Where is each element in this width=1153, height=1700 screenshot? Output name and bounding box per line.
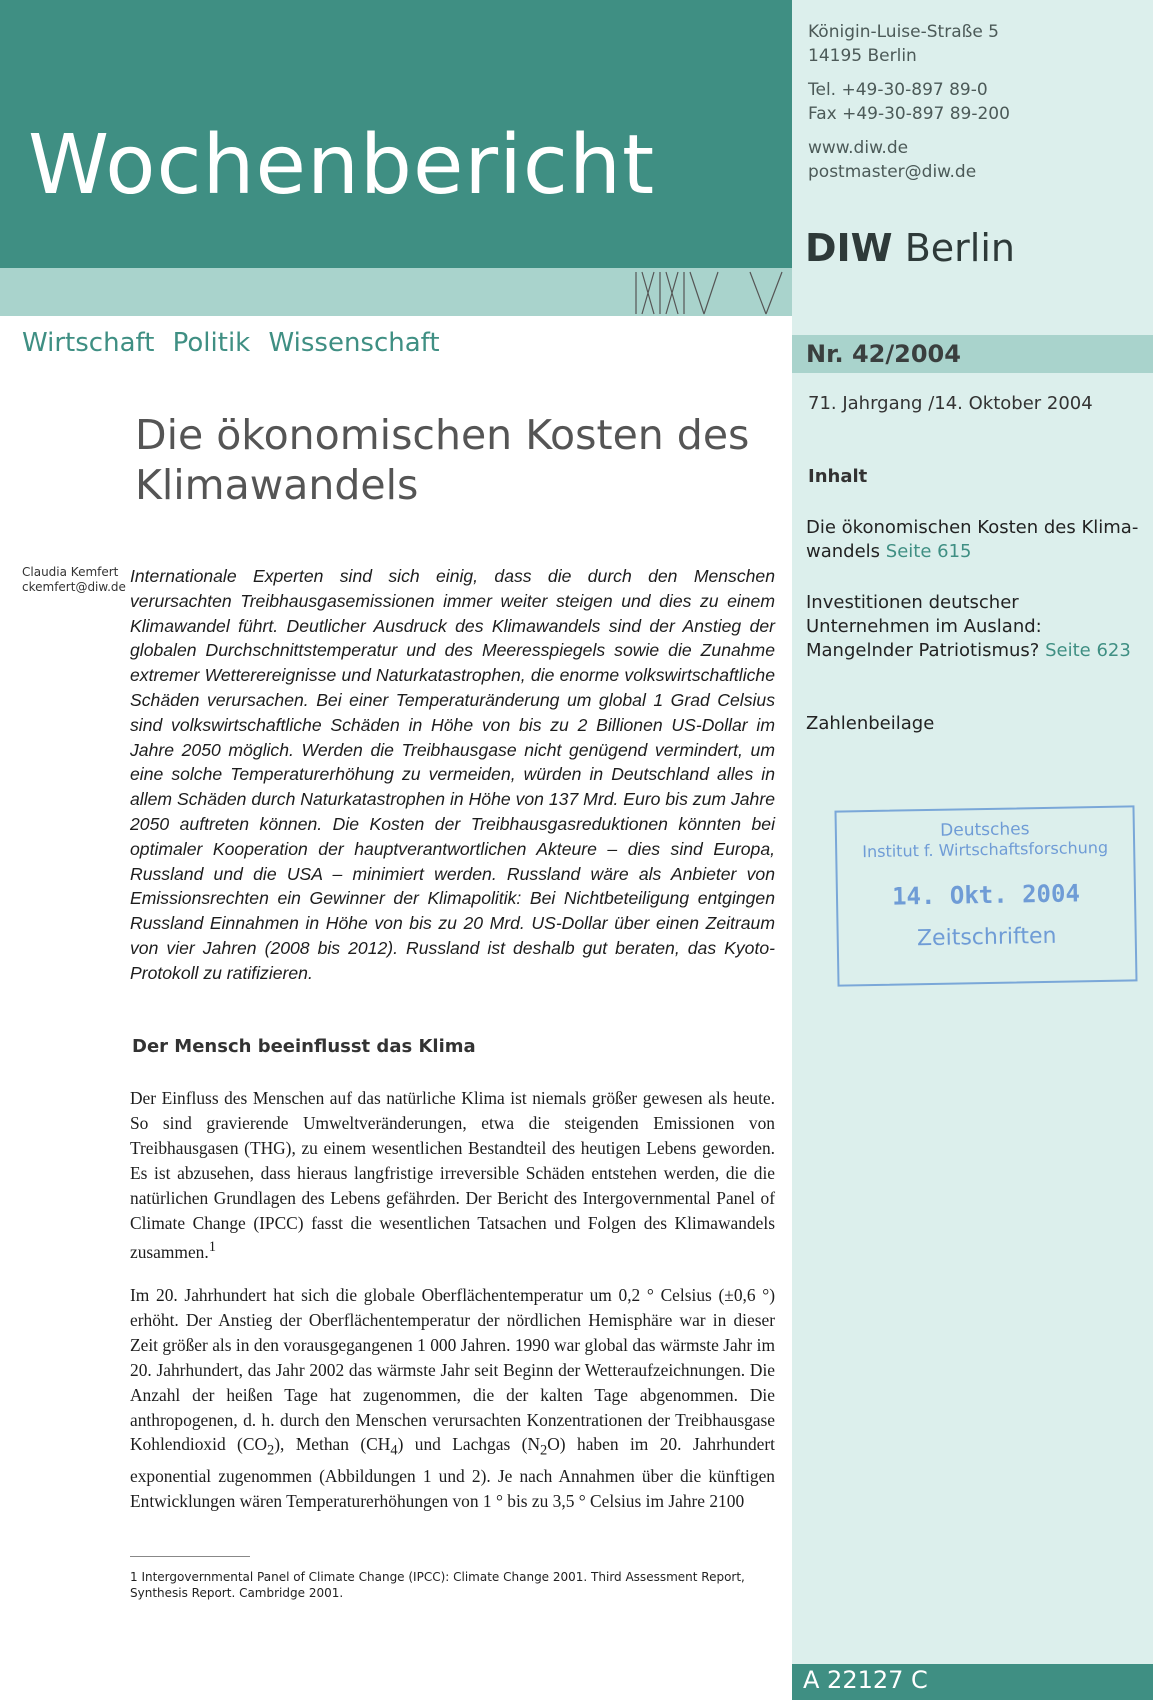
toc-supplement[interactable]: Zahlenbeilage bbox=[806, 713, 935, 734]
section-heading: Der Mensch beeinflusst das Klima bbox=[132, 1036, 476, 1057]
footnote-ref[interactable]: 1 bbox=[208, 1239, 216, 1256]
brand-rest: Berlin bbox=[904, 226, 1015, 270]
stamp-line-4: Zeitschriften bbox=[916, 923, 1057, 952]
stamp-date: 14. Okt. 2004 bbox=[891, 879, 1081, 911]
paragraph-text: O) haben im 20. Jahrhundert exponential zugenommen (Abbildungen 1 und 2). Je nach Annahmen über die künftigen Entwicklungen wären Temperaturerhöhungen von 1 ° bis zu 3,5 ° Celsius im Jahre 2100 bbox=[130, 1434, 775, 1511]
contact-block bbox=[808, 20, 1010, 184]
article-title: Die ökonomischen Kosten des Klimawandels bbox=[135, 411, 750, 509]
contact-city: 14195 Berlin bbox=[808, 46, 917, 66]
library-stamp bbox=[834, 805, 1137, 986]
subscript: 2 bbox=[267, 1442, 275, 1459]
brand-bold: DIW bbox=[805, 226, 893, 270]
contact-street: Königin-Luise-Straße 5 bbox=[808, 22, 999, 42]
subscript: 2 bbox=[540, 1442, 548, 1459]
paragraph-text: ), Methan (CH bbox=[274, 1434, 391, 1455]
paragraph-text: ) und Lachgas (N bbox=[397, 1434, 540, 1455]
author-email-link[interactable]: ckemfert@diw.de bbox=[22, 580, 126, 594]
postal-code: A 22127 C bbox=[803, 1666, 928, 1694]
issue-number: Nr. 42/2004 bbox=[806, 340, 961, 368]
toc-item-1[interactable] bbox=[806, 516, 1146, 564]
contact-email-link[interactable]: postmaster@diw.de bbox=[808, 162, 977, 182]
masthead-ornament bbox=[630, 268, 790, 316]
issue-date: 71. Jahrgang /14. Oktober 2004 bbox=[808, 393, 1093, 414]
toc-item-page: Seite 615 bbox=[885, 541, 972, 562]
author-name: Claudia Kemfert bbox=[22, 565, 119, 579]
paragraph-text: Im 20. Jahrhundert hat sich die globale Oberflächentemperatur um 0,2 ° Celsius (±0,6 °) erhöht. Der Anstieg der Oberflächentemperatur der nördlichen Hemisphäre war in dieser Zeit größer als in den vorausgegangenen 1 000 Jahren. 1990 war global das wärmste Jahr im 20. Jahrhundert, das Jahr 2002 das wärmste Jahr seit Beginn der Wetteraufzeichnungen. Die Anzahl der heißen Tage hat zugenommen, die der kalten Tage abgenommen. Die anthropogenen, d. h. durch den Menschen verursachten Konzentrationen der Treibhausgase Kohlendioxid (CO bbox=[130, 1285, 775, 1455]
stamp-line-1: Deutsches bbox=[940, 819, 1030, 841]
subscript: 4 bbox=[390, 1442, 398, 1459]
stamp-line-2: Institut f. Wirtschaftsforschung bbox=[862, 837, 1109, 862]
brand-logo bbox=[805, 226, 1015, 270]
footnote: 1 Intergovernmental Panel of Climate Change (IPCC): Climate Change 2001. Third Assessment Report, Synthesis Report. Cambridge 2001. bbox=[130, 1570, 745, 1600]
article-abstract: Internationale Experten sind sich einig, dass die durch den Menschen verursachten Treibhausgasemissionen immer weiter steigen und dies zu einem Klimawandel führt. Deutlicher Ausdruck des Klimawandels sind der Anstieg der globalen Durchschnittstemperatur und des Meeresspiegels sowie die Zunahme extremer Wetterereignisse und Naturkatastrophen, die enorme volkswirtschaftliche Schäden verursachen. Bei einer Temperaturänderung um global 1 Grad Celsius sind volkswirtschaftliche Schäden in Höhe von bis zu 2 Billionen US-Dollar im Jahre 2050 möglich. Werden die Treibhausgase nicht genügend vermindert, um eine solche Temperaturerhöhung zu vermeiden, würden in Deutschland alles in allem Schäden durch Naturkatastrophen in Höhe von 137 Mrd. Euro bis zum Jahre 2050 auftreten können. Die Kosten der Treibhausgasreduktionen könnten bei optimaler Kooperation der hauptverantwortlichen Akteure – dies sind Europa, Russland und die USA – minimiert werden. Russland wäre als Anbieter von Emissionsrechten ein Gewinner der Klimapolitik: Bei Nichtbeteiligung entgingen Russland Einnahmen in Höhe von bis zu 20 Mrd. US-Dollar über einen Zeitraum von vier Jahren (2008 bis 2012). Russland ist deshalb gut beraten, das Kyoto-Protokoll zu ratifizieren. bbox=[130, 566, 775, 983]
toc-item-2[interactable] bbox=[806, 591, 1146, 663]
footnote-divider bbox=[130, 1556, 250, 1557]
contact-fax: Fax +49-30-897 89-200 bbox=[808, 104, 1010, 124]
toc-item-title: Investitionen deutscher Unternehmen im Ausland: Mangelnder Patriotismus? bbox=[806, 592, 1042, 661]
publication-subtitle: Wirtschaft Politik Wissenschaft bbox=[22, 328, 440, 358]
paragraph-text: Der Einfluss des Menschen auf das natürliche Klima ist niemals größer gewesen als heute. So sind gravierende Umweltveränderungen, etwa die steigenden Emissionen von Treibhausgasen (THG), zu einem wesentlichen Bestandteil des heutigen Lebens geworden. Es ist abzusehen, dass hieraus langfristige irreversible Schäden entstehen werden, die die natürlichen Grundlagen des Lebens gefährden. Der Bericht des Intergovernmental Panel of Climate Change (IPCC) fasst die wesentlichen Tatsachen und Folgen des Klimawandels zusammen. bbox=[130, 1088, 775, 1263]
body-paragraph-1 bbox=[130, 1086, 775, 1265]
author-block bbox=[22, 565, 126, 595]
contact-website-link[interactable]: www.diw.de bbox=[808, 138, 909, 158]
toc-item-title: Die ökonomischen Kosten des Klima-wandels bbox=[806, 517, 1139, 562]
toc-heading: Inhalt bbox=[808, 466, 868, 487]
toc-item-page: Seite 623 bbox=[1045, 640, 1131, 661]
publication-title: Wochenbericht bbox=[28, 118, 656, 213]
body-paragraph-2 bbox=[130, 1283, 775, 1514]
contact-phone: Tel. +49-30-897 89-0 bbox=[808, 80, 988, 100]
